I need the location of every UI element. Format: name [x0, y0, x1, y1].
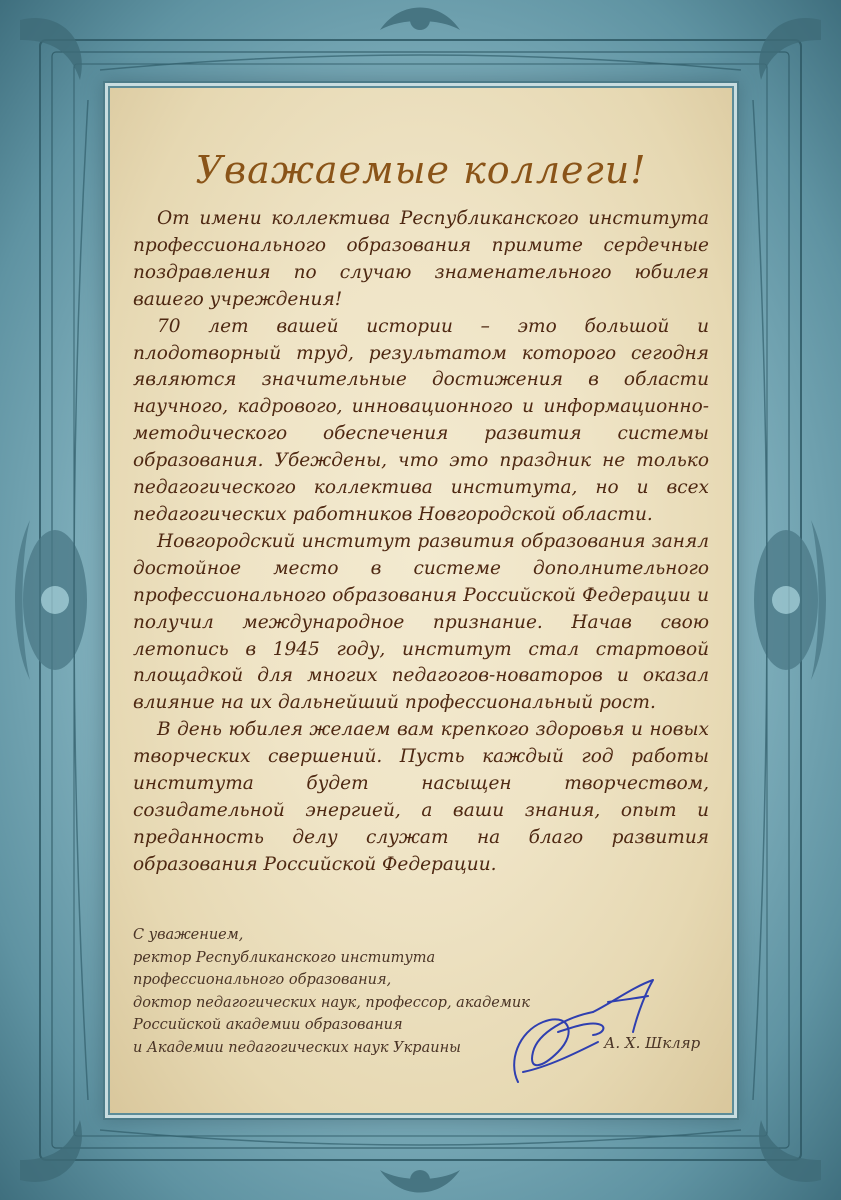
paragraph-wishes: В день юбилея желаем вам крепкого здоровья и новых творческих свершений. Пусть каждый год работы института будет насыщен творчеством, созидательной энергией, а ваши знания, опыт и преданность делу служат на благо развития образования Российской Федерации. — [133, 719, 709, 875]
closing-line: ректор Республиканского института — [133, 949, 436, 966]
closing-line: С уважением, — [133, 927, 244, 943]
closing-line: Российской академии образования — [133, 1017, 403, 1034]
closing-line: доктор педагогических наук, профессор, академик — [133, 994, 530, 1011]
author-name: А. Х. Шкляр — [604, 1034, 701, 1052]
closing-line: и Академии педагогических наук Украины — [133, 1039, 461, 1056]
paragraph-achievements: Новгородский институт развития образования занял достойное место в системе дополнительного профессионального образования Российской Федерации и получил международное признание. Начав свою летопись в 1945 году, институт стал стартовой площадкой для многих педагогов-новаторов и оказал влияние на их дальнейший профессиональный рост. — [133, 530, 709, 714]
closing-line: профессионального образования, — [133, 972, 392, 989]
letter-body — [133, 206, 709, 879]
letter-title: Уважаемые коллеги! — [195, 148, 647, 192]
paragraph-history: 70 лет вашей истории – это большой и плодотворный труд, результатом которого сегодня являются значительные достижения в области научного, кадрового, инновационного и информационно-методического обеспечения развития системы образования. Убеждены, что это праздник не только педагогического коллектива института, но и всех педагогических работников Новгородской области. — [133, 315, 709, 525]
paragraph-greeting: От имени коллектива Республиканского института профессионального образования примите сердечные поздравления по случаю знаменательного юбилея вашего учреждения! — [133, 208, 709, 310]
handwritten-signature — [498, 972, 668, 1092]
